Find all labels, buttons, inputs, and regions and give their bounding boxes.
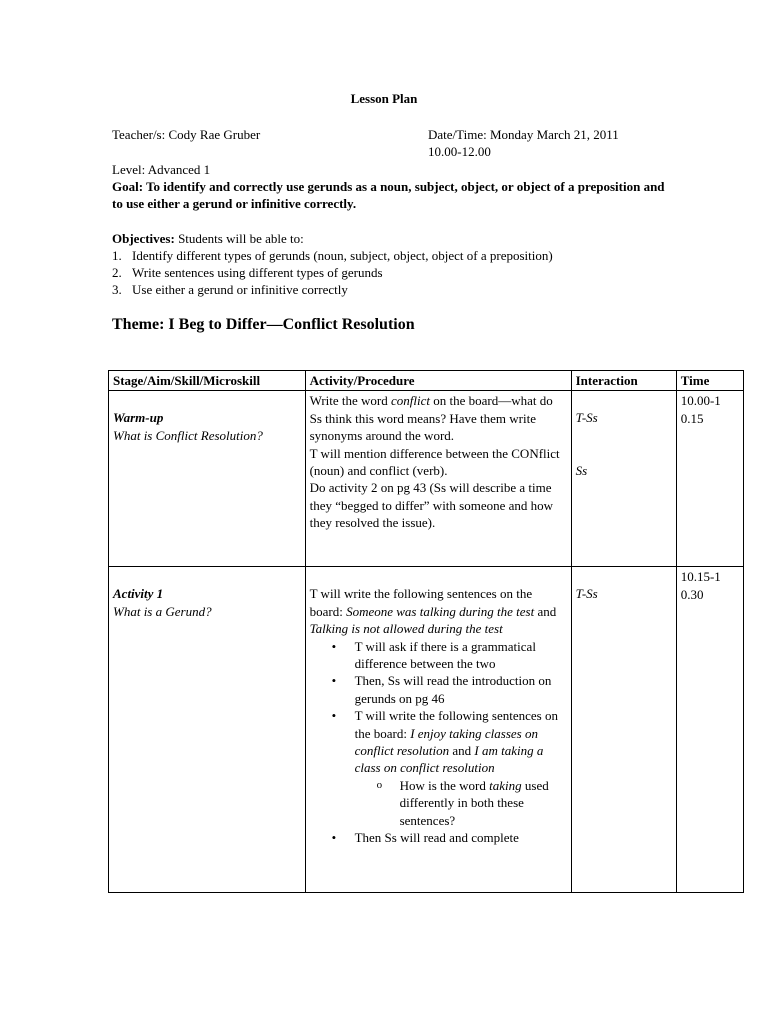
table-row	[109, 567, 744, 893]
lesson-plan-table	[108, 370, 744, 893]
stage-cell	[109, 391, 306, 567]
column-header: Interaction	[571, 371, 676, 391]
objective-item: 2. Write sentences using different types of gerunds	[112, 265, 383, 280]
sub-list	[355, 777, 567, 829]
time-value: 10.00-10.15	[680, 393, 721, 426]
procedure-cell	[305, 391, 571, 567]
teacher-line: Teacher/s: Cody Rae Gruber	[112, 127, 261, 142]
time-cell	[676, 391, 743, 567]
table-header-row	[109, 371, 744, 391]
list-item: • T will ask if there is a grammatical difference between the two	[310, 638, 567, 673]
stage-title: Activity 1	[113, 586, 164, 602]
theme-heading: Theme: I Beg to Differ—Conflict Resolution	[112, 316, 415, 333]
objectives-heading	[112, 230, 304, 247]
column-header: Time	[676, 371, 743, 391]
goal-statement: Goal: To identify and correctly use gerunds as a noun, subject, object, or object of a preposition and to use either a gerund or infinitive correctly.	[112, 179, 665, 211]
datetime-line: Date/Time: Monday March 21, 2011	[428, 127, 619, 142]
document-title: Lesson Plan	[350, 91, 418, 106]
procedure-text: Do activity 2 on pg 43 (Ss will describe a time they “begged to differ” with someone and how they resolved the issue).	[309, 480, 554, 531]
table-row	[109, 391, 744, 567]
objectives-label: Objectives:	[112, 231, 175, 246]
interaction-cell	[571, 567, 676, 893]
stage-cell	[109, 567, 306, 893]
procedure-text: T will mention difference between the CONflict (noun) and conflict (verb).	[309, 445, 560, 479]
objective-item: 1. Identify different types of gerunds (noun, subject, object, object of a preposition)	[112, 248, 553, 263]
list-item: • T will write the following sentences on the board: I enjoy taking classes on conflict resolution and I am taking a class on conflict resolution o How is the word taking used differently in both these sentences?	[310, 707, 567, 829]
time-cell	[676, 567, 743, 893]
level-line: Level: Advanced 1	[112, 162, 211, 177]
time-range: 10.00-12.00	[428, 144, 491, 159]
interaction-cell	[571, 391, 676, 567]
interaction-value: T-Ss	[575, 586, 598, 602]
objective-item: 3. Use either a gerund or infinitive correctly	[112, 282, 348, 297]
column-header: Stage/Aim/Skill/Microskill	[109, 371, 306, 391]
list-item: o How is the word taking used differently in both these sentences?	[355, 777, 567, 829]
objectives-intro: Students will be able to:	[174, 231, 304, 246]
procedure-text: T will write the following sentences on the board: Someone was talking during the test and Talking is not allowed during the test	[309, 586, 557, 637]
time-value: 10.15-10.30	[680, 569, 721, 602]
stage-aim: What is Conflict Resolution?	[113, 427, 263, 443]
interaction-value: T-Ss	[575, 410, 598, 426]
procedure-list	[310, 638, 567, 847]
interaction-value: Ss	[575, 462, 588, 478]
list-item: • Then, Ss will read the introduction on gerunds on pg 46	[310, 672, 567, 707]
stage-title: Warm-up	[113, 410, 164, 426]
stage-aim: What is a Gerund?	[113, 603, 212, 619]
column-header: Activity/Procedure	[305, 371, 571, 391]
procedure-cell	[305, 567, 571, 893]
list-item: • Then Ss will read and complete	[310, 829, 567, 846]
procedure-text: Write the word conflict on the board—what do Ss think this word means? Have them write synonyms around the word.	[309, 393, 553, 444]
